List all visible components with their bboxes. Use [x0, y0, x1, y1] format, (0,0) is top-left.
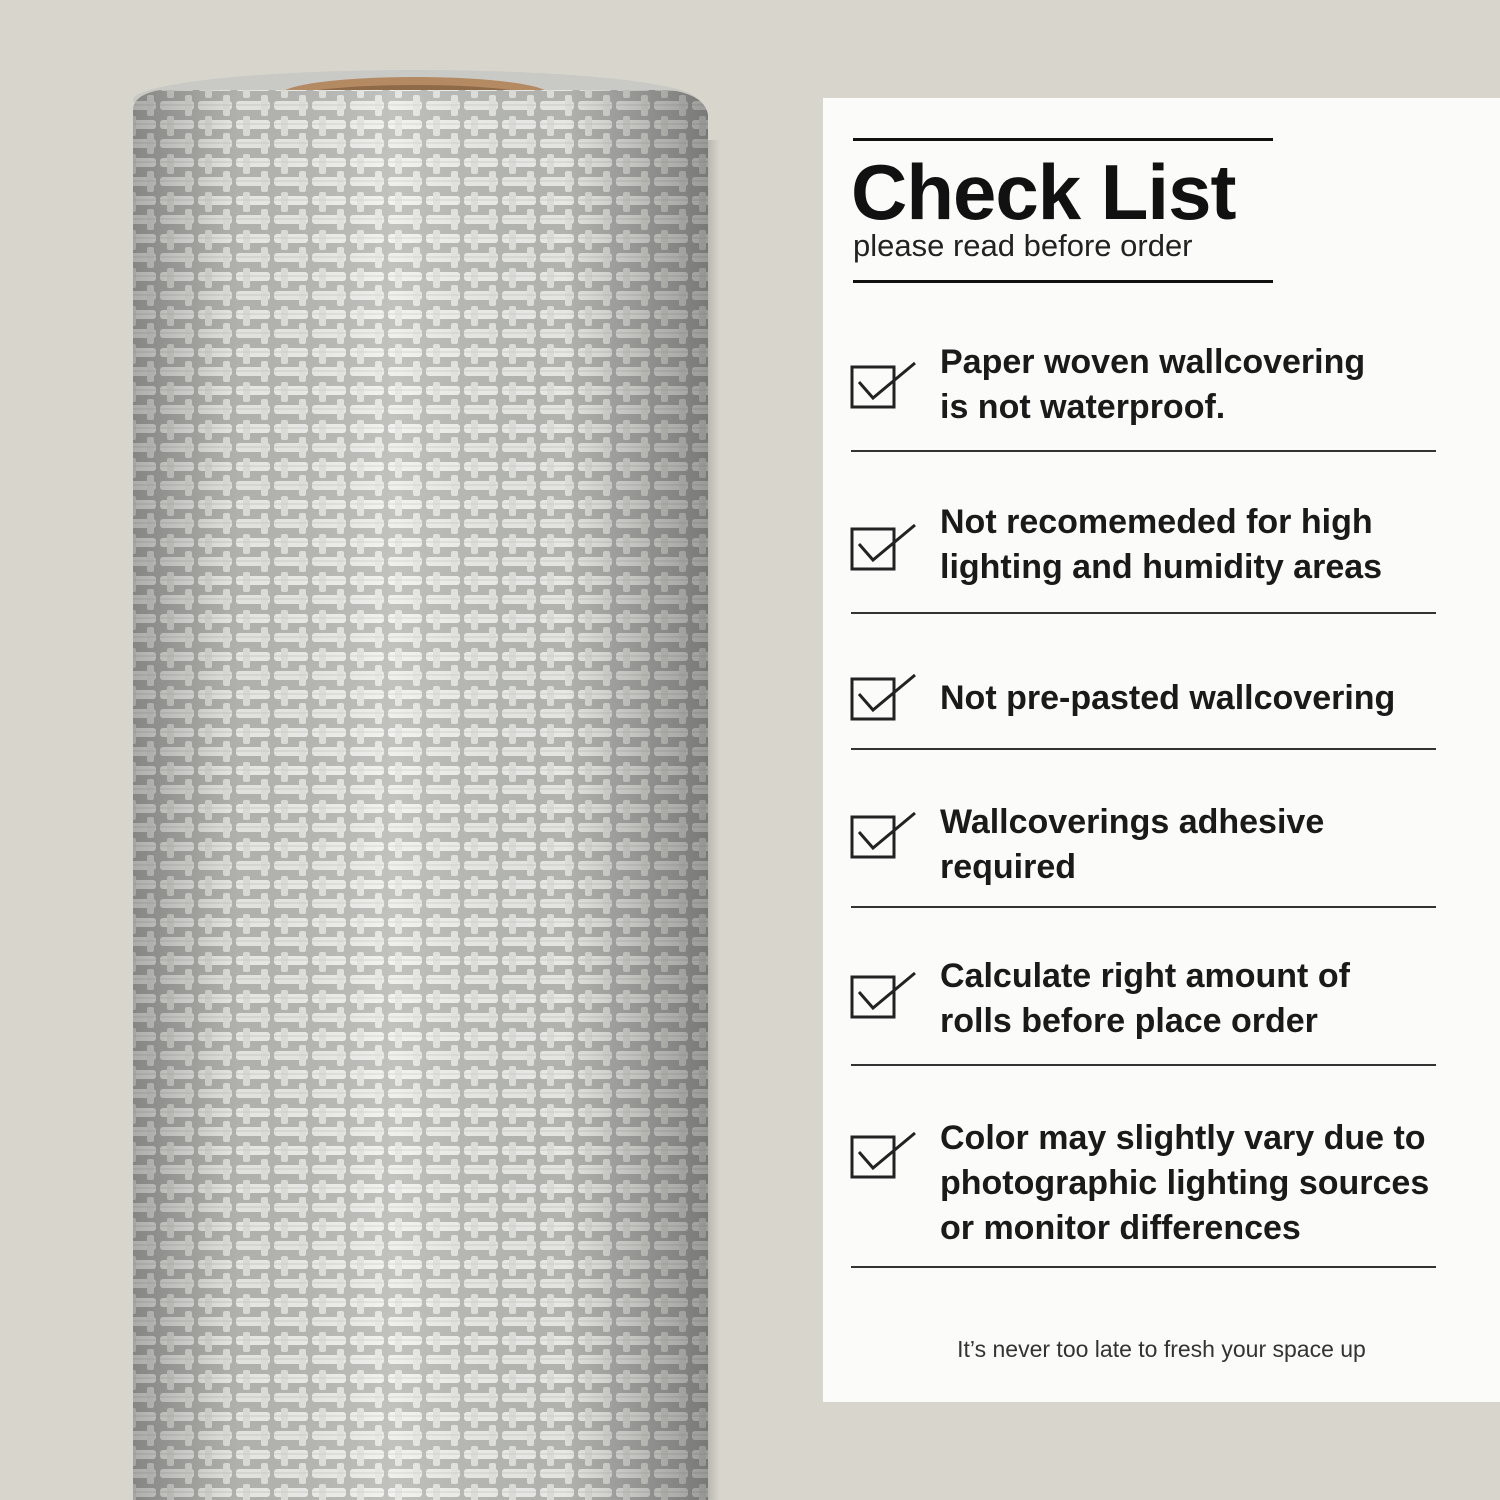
checklist-item-text: Wallcoverings adhesive required [940, 803, 1325, 886]
checkbox-checked-icon [849, 360, 919, 410]
item-divider [851, 1266, 1436, 1268]
checklist-item-text: Not pre-pasted wallcovering [940, 679, 1396, 717]
checkbox-checked-icon [849, 522, 919, 572]
footer-tagline: It’s never too late to fresh your space up [957, 1336, 1366, 1362]
header-bottom-rule [853, 280, 1273, 283]
item-divider [851, 612, 1436, 614]
checklist-card [823, 98, 1500, 1402]
item-divider [851, 906, 1436, 908]
checkbox-checked-icon [849, 810, 919, 860]
checkbox-checked-icon [849, 970, 919, 1020]
checklist-item-text: Color may slightly vary due to photographic lighting sources or monitor differences [940, 1119, 1430, 1247]
item-divider [851, 748, 1436, 750]
checklist-subtitle: please read before order [853, 228, 1193, 263]
checkbox-checked-icon [849, 672, 919, 722]
checkbox-checked-icon [849, 1130, 919, 1180]
header-top-rule [853, 138, 1273, 141]
checklist-item-text: Paper woven wallcovering is not waterproof. [940, 343, 1366, 426]
item-divider [851, 450, 1436, 452]
wallpaper-roll-image [120, 40, 720, 1500]
item-divider [851, 1064, 1436, 1066]
checklist-item-text: Not recomemeded for high lighting and humidity areas [940, 503, 1383, 586]
checklist-title: Check List [851, 148, 1236, 236]
checklist-item-text: Calculate right amount of rolls before place order [940, 957, 1350, 1040]
